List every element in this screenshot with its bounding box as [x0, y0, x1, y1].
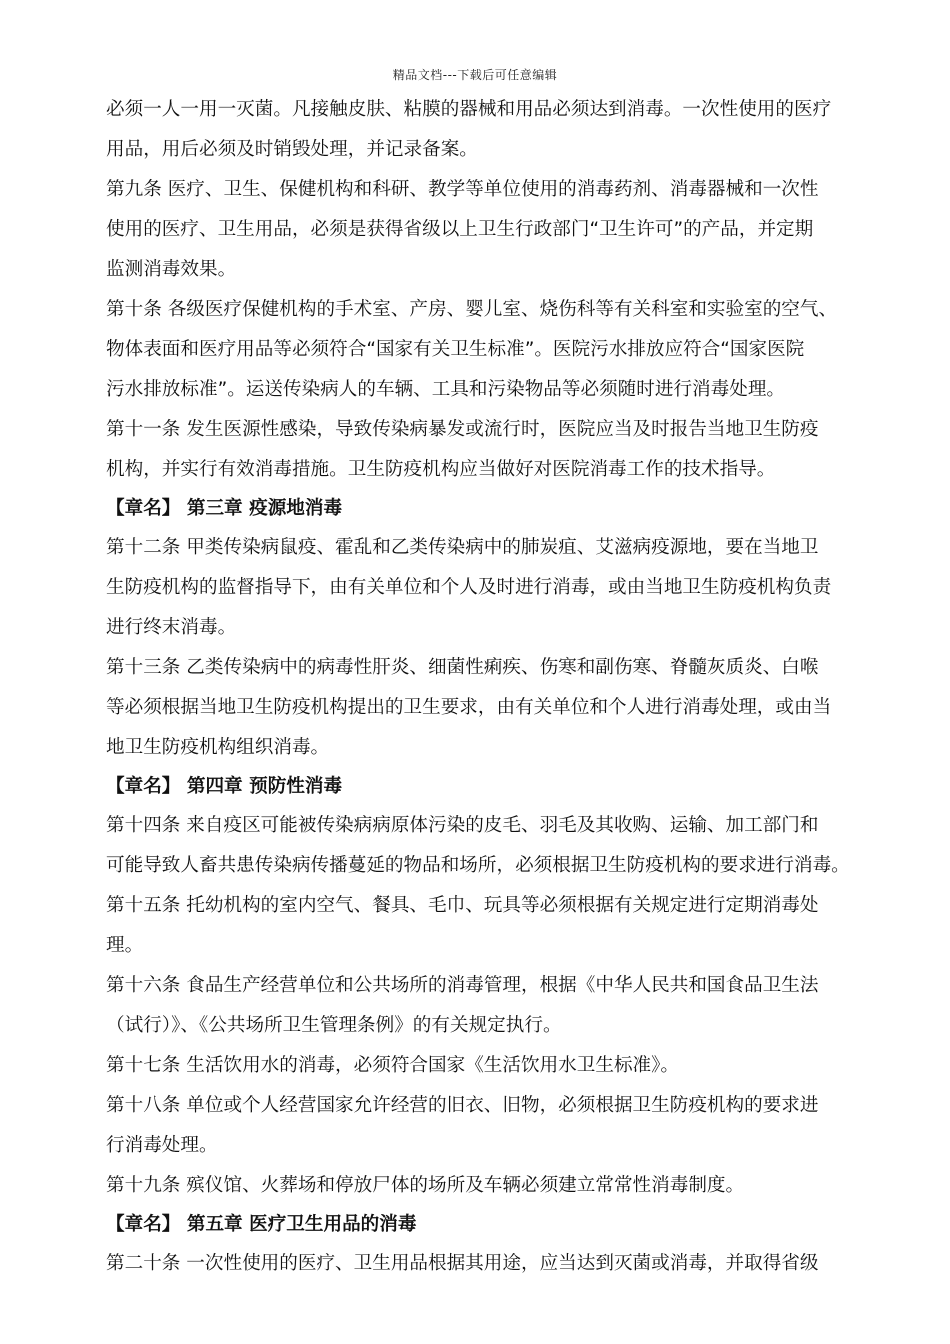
- article-17: 第十七条 生活饮用水的消毒，必须符合国家《生活饮用水卫生标准》。: [106, 1055, 680, 1076]
- text-line: 污水排放标准”。运送传染病人的车辆、工具和污染物品等必须随时进行消毒处理。: [106, 379, 786, 400]
- article-15: 第十五条 托幼机构的室内空气、餐具、毛巾、玩具等必须根据有关规定进行定期消毒处: [106, 895, 819, 916]
- article-10: 第十条 各级医疗保健机构的手术室、产房、婴儿室、烧伤科等有关科室和实验室的空气、: [106, 299, 838, 320]
- text-line: 用品，用后必须及时销毁处理，并记录备案。: [106, 139, 478, 160]
- text-line: 生防疫机构的监督指导下，由有关单位和个人及时进行消毒，或由当地卫生防疫机构负责: [106, 577, 832, 598]
- document-body: [106, 90, 862, 1284]
- text-line: 物体表面和医疗用品等必须符合“国家有关卫生标准”。医院污水排放应符合“国家医院: [106, 339, 805, 360]
- article-18: 第十八条 单位或个人经营国家允许经营的旧衣、旧物，必须根据卫生防疫机构的要求进: [106, 1095, 819, 1116]
- text-line: 使用的医疗、卫生用品，必须是获得省级以上卫生行政部门“卫生许可”的产品，并定期: [106, 219, 814, 240]
- text-line: 可能导致人畜共患传染病传播蔓延的物品和场所，必须根据卫生防疫机构的要求进行消毒。: [106, 855, 850, 876]
- text-line: 理。: [106, 935, 144, 956]
- article-20: 第二十条 一次性使用的医疗、卫生用品根据其用途，应当达到灭菌或消毒，并取得省级: [106, 1253, 819, 1274]
- article-16: 第十六条 食品生产经营单位和公共场所的消毒管理，根据《中华人民共和国食品卫生法: [106, 975, 819, 996]
- article-14: 第十四条 来自疫区可能被传染病病原体污染的皮毛、羽毛及其收购、运输、加工部门和: [106, 815, 819, 836]
- article-9: 第九条 医疗、卫生、保健机构和科研、教学等单位使用的消毒药剂、消毒器械和一次性: [106, 179, 819, 200]
- text-line: 等必须根据当地卫生防疫机构提出的卫生要求，由有关单位和个人进行消毒处理，或由当: [106, 697, 832, 718]
- page-header: 精品文档---下载后可任意编辑: [392, 68, 558, 82]
- article-12: 第十二条 甲类传染病鼠疫、霍乱和乙类传染病中的肺炭疽、艾滋病疫源地，要在当地卫: [106, 537, 819, 558]
- article-11: 第十一条 发生医源性感染，导致传染病暴发或流行时，医院应当及时报告当地卫生防疫: [106, 419, 819, 440]
- article-19: 第十九条 殡仪馆、火葬场和停放尸体的场所及车辆必须建立常常性消毒制度。: [106, 1175, 745, 1196]
- text-line: 进行终末消毒。: [106, 617, 237, 638]
- chapter-4-heading: 【章名】 第四章 预防性消毒: [106, 776, 343, 797]
- chapter-3-heading: 【章名】 第三章 疫源地消毒: [106, 498, 343, 519]
- text-line: 行消毒处理。: [106, 1135, 218, 1156]
- text-line: 机构，并实行有效消毒措施。卫生防疫机构应当做好对医院消毒工作的技术指导。: [106, 459, 776, 480]
- chapter-5-heading: 【章名】 第五章 医疗卫生用品的消毒: [106, 1214, 417, 1235]
- text-line: 地卫生防疫机构组织消毒。: [106, 737, 330, 758]
- text-line: 必须一人一用一灭菌。凡接触皮肤、粘膜的器械和用品必须达到消毒。一次性使用的医疗: [106, 99, 832, 120]
- text-line: 监测消毒效果。: [106, 259, 237, 280]
- text-line: （试行）》、《公共场所卫生管理条例》的有关规定执行。: [106, 1015, 562, 1036]
- article-13: 第十三条 乙类传染病中的病毒性肝炎、细菌性痢疾、伤寒和副伤寒、脊髓灰质炎、白喉: [106, 657, 819, 678]
